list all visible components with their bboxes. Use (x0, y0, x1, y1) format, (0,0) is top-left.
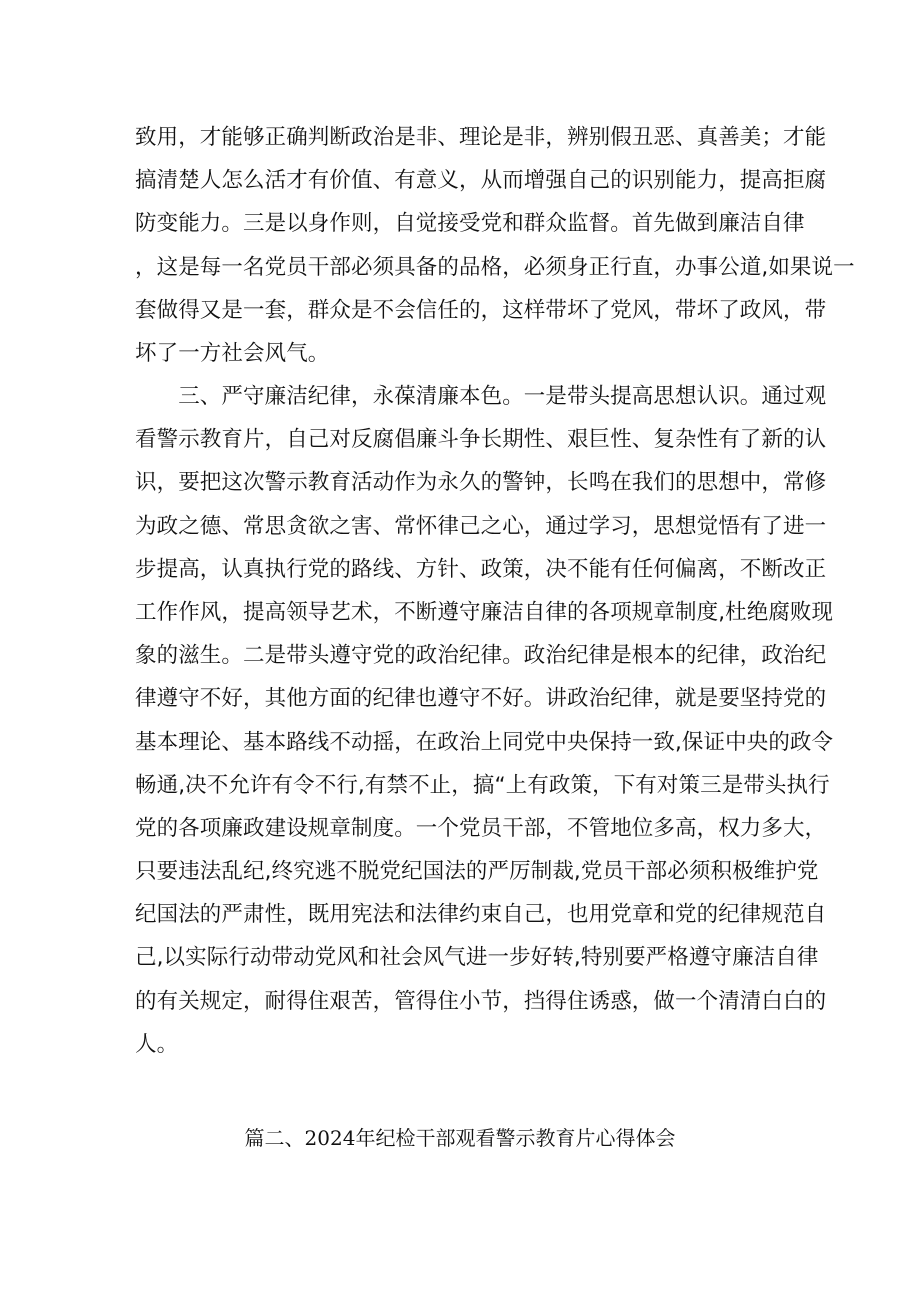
text-line: 工作作风，提高领导艺术，不断遵守廉洁自律的各项规章制度,杜绝腐败现 (135, 599, 834, 625)
paragraph-section-three (135, 375, 834, 1066)
paragraph-continuation (135, 116, 855, 375)
text-line: 纪国法的严肃性，既用宪法和法律约束自己，也用党章和党的纪律规范自 (135, 902, 827, 928)
section-heading: 篇二、2024年纪检干部观看警示教育片心得体会 (244, 1126, 676, 1150)
text-line: 致用，才能够正确判断政治是非、理论是非，辨别假丑恶、真善美；才能 (135, 125, 827, 150)
text-line: 象的滋生。二是带头遵守党的政治纪律。政治纪律是根本的纪律，政治纪 (135, 643, 827, 669)
text-line: 识，要把这次警示教育活动作为永久的警钟，长鸣在我们的思想中，常修 (135, 470, 827, 496)
text-line: 人。 (135, 1031, 179, 1057)
text-line: 步提高，认真执行党的路线、方针、政策，决不能有任何偏离，不断改正 (135, 556, 827, 582)
text-line: 只要违法乱纪,终究逃不脱党纪国法的严厉制裁,党员干部必须积极维护党 (135, 859, 819, 885)
text-line: 坏了一方社会风气。 (135, 340, 330, 366)
text-line: 看警示教育片，自己对反腐倡廉斗争长期性、艰巨性、复杂性有了新的认 (135, 427, 827, 453)
text-line: 为政之德、常思贪欲之害、常怀律己之心，通过学习，思想觉悟有了进一 (135, 513, 827, 539)
text-line: ，这是每一名党员干部必须具备的品格，必须身正行直，办事公道,如果说一 (135, 254, 855, 280)
text-line: 搞清楚人怎么活才有价值、有意义，从而增强自己的识别能力，提高拒腐 (135, 168, 827, 194)
text-line: 基本理论、基本路线不动摇，在政治上同党中央保持一致,保证中央的政令 (135, 729, 834, 755)
text-line: 三、严守廉洁纪律，永葆清廉本色。一是带头提高思想认识。通过观 (135, 384, 827, 409)
text-line: 的有关规定，耐得住艰苦，管得住小节，挡得住诱惑，做一个清清白白的 (135, 988, 827, 1014)
text-line: 党的各项廉政建设规章制度。一个党员干部，不管地位多高，权力多大， (135, 815, 827, 841)
text-line: 畅通,决不允许有令不行,有禁不止，搞“上有政策，下有对策三是带头执行 (135, 772, 830, 798)
text-line: 套做得又是一套，群众是不会信任的，这样带坏了党风，带坏了政风，带 (135, 297, 827, 323)
text-line: 己,以实际行动带动党风和社会风气进一步好转,特别要严格遵守廉洁自律 (135, 945, 819, 971)
text-line: 防变能力。三是以身作则，自觉接受党和群众监督。首先做到廉洁自律 (135, 211, 805, 237)
text-line: 律遵守不好，其他方面的纪律也遵守不好。讲政治纪律，就是要坚持党的 (135, 686, 827, 712)
